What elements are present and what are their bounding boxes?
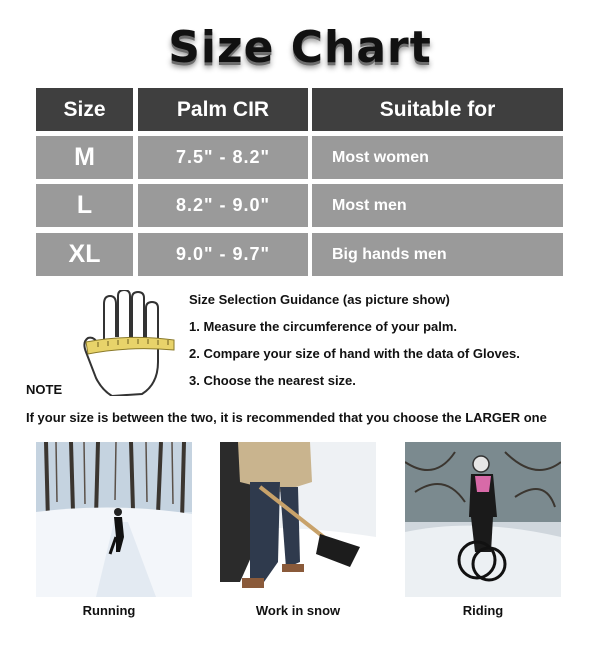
- guidance-heading: Size Selection Guidance (as picture show): [189, 292, 450, 307]
- table-cell-palm: 7.5" - 8.2": [138, 136, 308, 179]
- table-header-suitable: Suitable for: [312, 88, 563, 131]
- riding-caption: Riding: [462, 603, 504, 618]
- riding-photo: [405, 442, 561, 597]
- table-cell-size: XL: [36, 233, 133, 276]
- table-cell-suitable: Most men: [312, 184, 563, 227]
- note-text: If your size is between the two, it is recommended that you choose the LARGER one: [26, 410, 547, 425]
- snow-shovel-photo: [220, 442, 376, 597]
- table-cell-size: L: [36, 184, 133, 227]
- table-cell-palm: 9.0" - 9.7": [138, 233, 308, 276]
- table-header-palm: Palm CIR: [138, 88, 308, 131]
- table-cell-suitable: Big hands men: [312, 233, 563, 276]
- snow-work-caption: Work in snow: [255, 603, 341, 618]
- page-title: Size Chart: [168, 22, 432, 73]
- table-cell-suitable: Most women: [312, 136, 563, 179]
- table-cell-size: M: [36, 136, 133, 179]
- note-label: NOTE: [26, 382, 63, 397]
- guidance-step: 1. Measure the circumference of your palm.: [189, 319, 458, 334]
- table-header-size: Size: [36, 88, 133, 131]
- running-caption: Running: [82, 603, 136, 618]
- guidance-step: 3. Choose the nearest size.: [189, 373, 356, 388]
- running-photo: [36, 442, 192, 597]
- hand-measure-icon: [78, 290, 176, 396]
- table-cell-palm: 8.2" - 9.0": [138, 184, 308, 227]
- guidance-step: 2. Compare your size of hand with the data of Gloves.: [189, 346, 520, 361]
